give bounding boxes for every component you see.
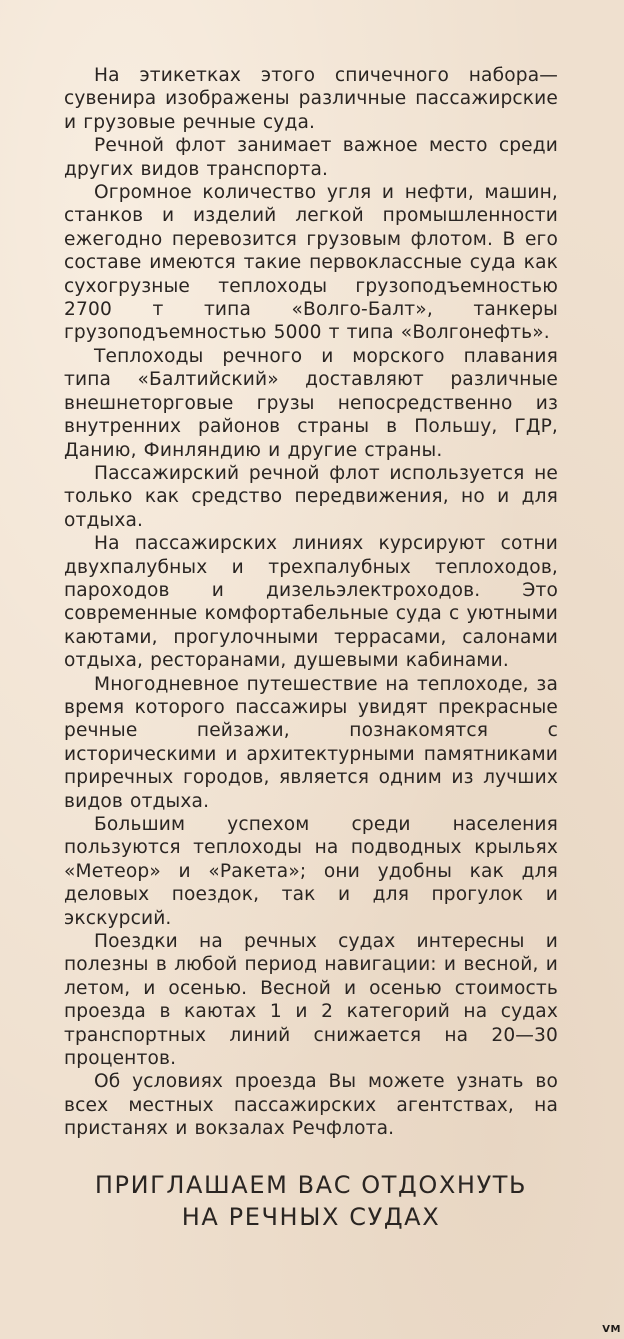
paragraph-intro: На этикетках этого спичечного набора—сувенира изображены различные пассажирские и грузовые речные суда.: [64, 65, 558, 133]
paragraph-navigation-season: Поездки на речных судах интересны и полезны в любой период навигации: и весной, и летом, и осенью. Весной и осенью стоимость проезда в каютах 1 и 2 категорий на судах транспортных линий снижается на 20—30 процентов.: [64, 931, 558, 1070]
paragraph-river-fleet: Речной флот занимает важное место среди других видов транспорта.: [64, 135, 558, 180]
watermark-logo: VM: [602, 1324, 621, 1335]
paragraph-travel-conditions: Об условиях проезда Вы можете узнать во всех местных пассажирских агентствах, на пристанях и вокзалах Речфлота.: [64, 1071, 558, 1140]
body-text: [64, 64, 558, 1141]
paragraph-cargo-fleet: Огромное количество угля и нефти, машин, станков и изделий легкой промышленности ежегодно перевозится грузовым флотом. В его составе имеются такие первоклассные суда как сухогрузные теплоходы грузоподъемностью 2700 т типа «Волго-Балт», танкеры грузоподъемностью 5000 т типа «Волгонефть».: [64, 182, 558, 344]
paragraph-baltiysky: Теплоходы речного и морского плавания типа «Балтийский» доставляют различные внешнеторговые грузы непосредственно из внутренних районов страны в Польшу, ГДР, Данию, Финляндию и другие страны.: [64, 345, 558, 461]
paragraph-passenger-fleet: Пассажирский речной флот используется не только как средство передвижения, но и для отдыха.: [64, 462, 558, 531]
closing-line-1: ПРИГЛАШАЕМ ВАС ОТДОХНУТЬ: [94, 1170, 528, 1199]
paragraph-hydrofoils: Большим успехом среди населения пользуются теплоходы на подводных крыльях «Метеор» и «Ракета»; они удобны как для деловых поездок, так и для прогулок и экскурсий.: [64, 814, 558, 929]
closing-line-2: НА РЕЧНЫХ СУДАХ: [181, 1202, 441, 1231]
closing-slogan: [64, 1169, 558, 1233]
paragraph-multiday-trip: Многодневное путешествие на теплоходе, за время которого пассажиры увидят прекрасные речные пейзажи, познакомятся с историческими и архитектурными памятниками приречных городов, является одним из лучших видов отдыха.: [64, 673, 558, 812]
leaflet-content: [64, 64, 558, 1233]
paragraph-passenger-lines: На пассажирских линиях курсируют сотни двухпалубных и трехпалубных теплоходов, пароходов и дизельэлектроходов. Это современные комфортабельные суда с уютными каютами, прогулочными террасами, салонами отдыха, ресторанами, душевыми кабинами.: [64, 533, 558, 672]
